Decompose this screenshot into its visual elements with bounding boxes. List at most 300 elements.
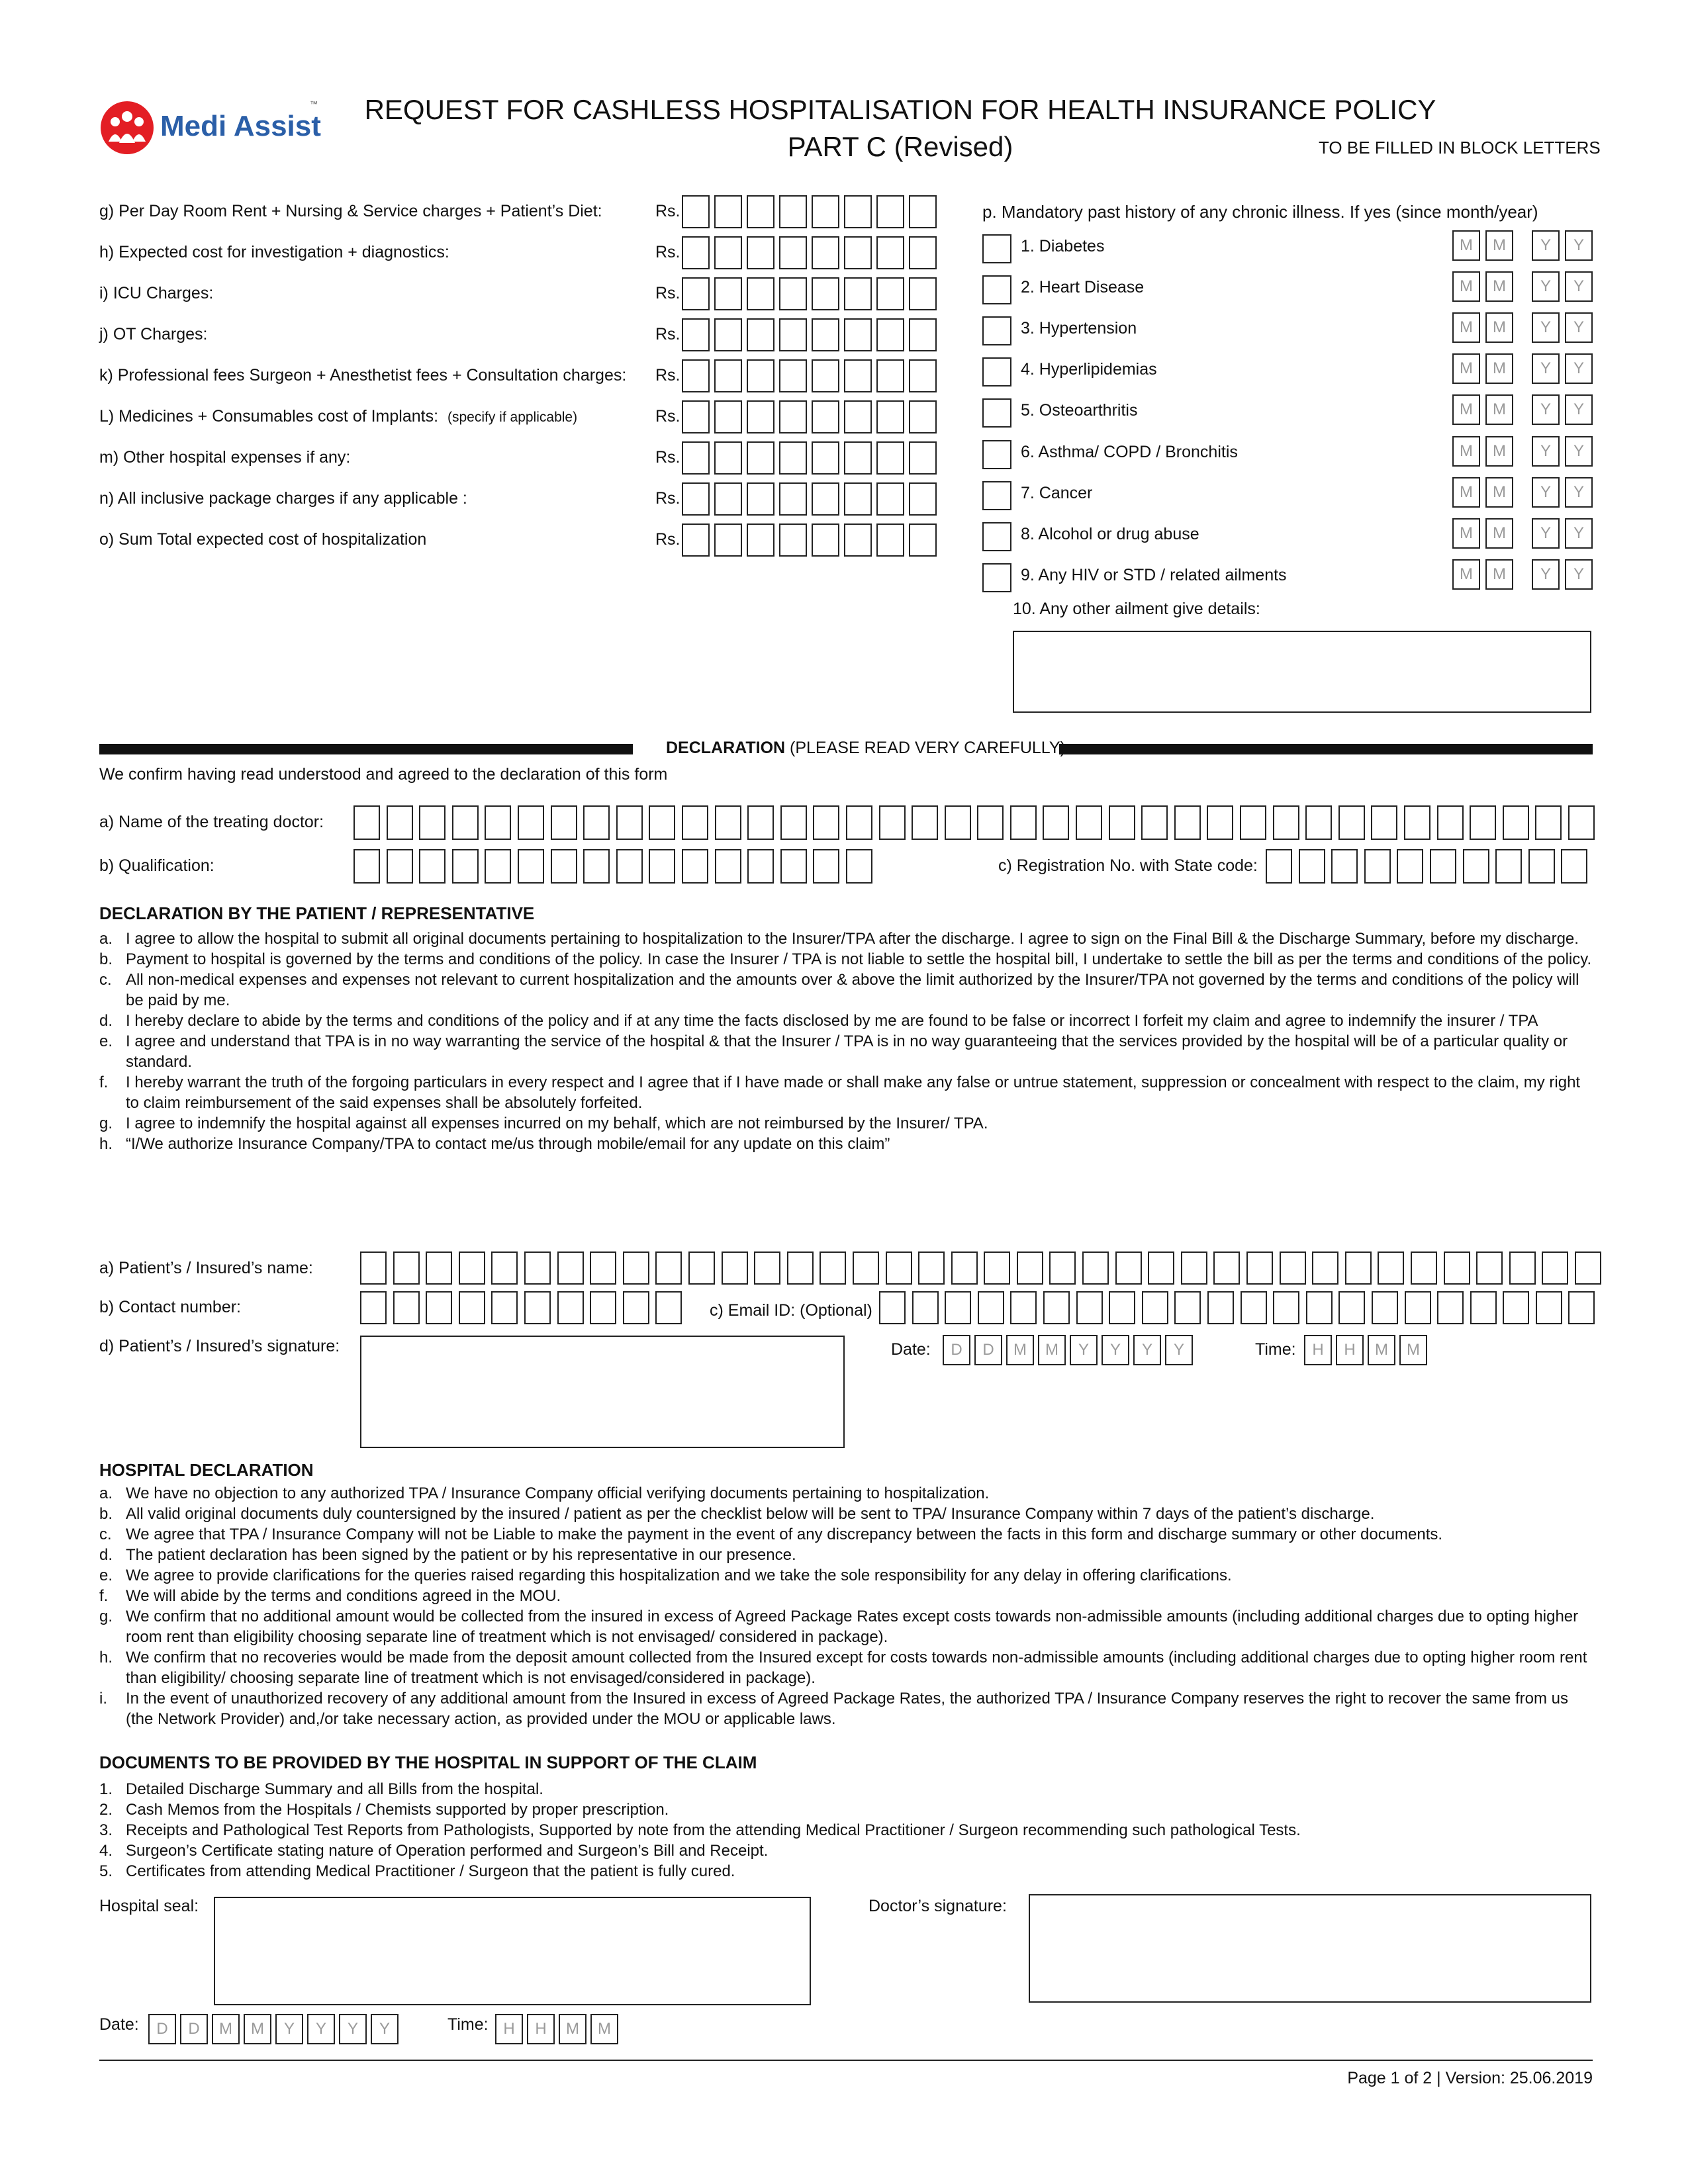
char-box[interactable] [524, 1291, 551, 1324]
char-box[interactable] [715, 849, 741, 884]
digit-box[interactable] [812, 441, 839, 475]
digit-box[interactable] [812, 523, 839, 557]
char-box[interactable] [722, 1251, 748, 1285]
doctor-signature-box[interactable] [1029, 1894, 1591, 2003]
char-box[interactable] [1437, 1291, 1464, 1324]
char-box[interactable] [557, 1291, 584, 1324]
char-box[interactable] [655, 1291, 682, 1324]
date-time-digit-box[interactable]: D [148, 2014, 176, 2044]
digit-box[interactable] [844, 318, 872, 351]
char-box[interactable] [1405, 1291, 1431, 1324]
date-digit-box[interactable]: Y [1565, 559, 1593, 590]
char-box[interactable] [655, 1251, 682, 1285]
char-box[interactable] [491, 1291, 518, 1324]
since-date-input[interactable] [1452, 518, 1593, 549]
char-box[interactable] [485, 805, 511, 840]
date-digit-box[interactable]: M [1452, 353, 1480, 384]
digit-box[interactable] [909, 277, 937, 310]
digit-box[interactable] [714, 482, 742, 516]
date-digit-box[interactable]: Y [1532, 271, 1560, 302]
digit-box[interactable] [844, 277, 872, 310]
char-box[interactable] [452, 805, 479, 840]
digit-box[interactable] [747, 236, 774, 269]
digit-box[interactable] [747, 482, 774, 516]
date-digit-box[interactable]: Y [1565, 230, 1593, 261]
date-digit-box[interactable]: M [1452, 518, 1480, 549]
char-box[interactable] [1371, 805, 1397, 840]
digit-box[interactable] [909, 195, 937, 228]
char-box[interactable] [682, 849, 708, 884]
char-box[interactable] [459, 1291, 485, 1324]
date-digit-box[interactable]: M [1452, 312, 1480, 343]
digit-box[interactable] [779, 400, 807, 433]
patient-name-input[interactable] [360, 1251, 1601, 1285]
date-time-digit-box[interactable]: Y [339, 2014, 367, 2044]
date-digit-box[interactable]: M [1485, 230, 1513, 261]
char-box[interactable] [1542, 1251, 1568, 1285]
date-time-digit-box[interactable]: M [1006, 1335, 1034, 1365]
digit-box[interactable] [714, 277, 742, 310]
cost-amount-input[interactable] [682, 236, 937, 269]
char-box[interactable] [1299, 849, 1325, 884]
char-box[interactable] [1378, 1251, 1404, 1285]
date-time-digit-box[interactable]: D [180, 2014, 208, 2044]
char-box[interactable] [1312, 1251, 1338, 1285]
char-box[interactable] [1430, 849, 1456, 884]
char-box[interactable] [1503, 1291, 1529, 1324]
digit-box[interactable] [747, 318, 774, 351]
char-box[interactable] [649, 849, 675, 884]
date-time-digit-box[interactable]: Y [1070, 1335, 1098, 1365]
char-box[interactable] [1397, 849, 1423, 884]
char-box[interactable] [780, 849, 807, 884]
date-time-digit-box[interactable]: H [495, 2014, 523, 2044]
char-box[interactable] [1437, 805, 1464, 840]
date-digit-box[interactable]: M [1452, 477, 1480, 508]
char-box[interactable] [1181, 1251, 1207, 1285]
illness-checkbox[interactable] [982, 398, 1011, 428]
hospital-date-input[interactable] [148, 2014, 399, 2044]
digit-box[interactable] [909, 482, 937, 516]
char-box[interactable] [491, 1251, 518, 1285]
date-digit-box[interactable]: M [1485, 559, 1513, 590]
char-box[interactable] [682, 805, 708, 840]
digit-box[interactable] [747, 523, 774, 557]
char-box[interactable] [1372, 1291, 1398, 1324]
char-box[interactable] [879, 805, 906, 840]
char-box[interactable] [747, 805, 774, 840]
char-box[interactable] [1076, 1291, 1103, 1324]
cost-amount-input[interactable] [682, 195, 937, 228]
char-box[interactable] [1266, 849, 1292, 884]
digit-box[interactable] [714, 523, 742, 557]
digit-box[interactable] [812, 236, 839, 269]
char-box[interactable] [353, 805, 380, 840]
date-time-digit-box[interactable]: M [244, 2014, 271, 2044]
char-box[interactable] [419, 849, 445, 884]
char-box[interactable] [1404, 805, 1430, 840]
date-digit-box[interactable]: M [1452, 559, 1480, 590]
char-box[interactable] [1463, 849, 1489, 884]
char-box[interactable] [1528, 849, 1555, 884]
illness-checkbox[interactable] [982, 522, 1011, 551]
digit-box[interactable] [747, 195, 774, 228]
date-time-digit-box[interactable]: M [590, 2014, 618, 2044]
digit-box[interactable] [714, 318, 742, 351]
since-date-input[interactable] [1452, 230, 1593, 261]
char-box[interactable] [1364, 849, 1391, 884]
date-time-digit-box[interactable]: M [1368, 1335, 1395, 1365]
qualification-input[interactable] [353, 849, 872, 884]
digit-box[interactable] [876, 400, 904, 433]
illness-checkbox[interactable] [982, 275, 1011, 304]
date-digit-box[interactable]: M [1485, 518, 1513, 549]
digit-box[interactable] [779, 523, 807, 557]
char-box[interactable] [1043, 805, 1069, 840]
digit-box[interactable] [812, 359, 839, 392]
digit-box[interactable] [779, 236, 807, 269]
digit-box[interactable] [844, 400, 872, 433]
char-box[interactable] [1076, 805, 1102, 840]
digit-box[interactable] [844, 523, 872, 557]
char-box[interactable] [360, 1251, 387, 1285]
date-digit-box[interactable]: Y [1532, 518, 1560, 549]
char-box[interactable] [1043, 1291, 1070, 1324]
digit-box[interactable] [747, 441, 774, 475]
char-box[interactable] [1148, 1251, 1174, 1285]
other-ailment-input[interactable] [1013, 631, 1591, 713]
digit-box[interactable] [876, 318, 904, 351]
digit-box[interactable] [779, 277, 807, 310]
date-time-digit-box[interactable]: M [1399, 1335, 1427, 1365]
char-box[interactable] [853, 1251, 879, 1285]
digit-box[interactable] [844, 195, 872, 228]
char-box[interactable] [747, 849, 774, 884]
char-box[interactable] [1470, 805, 1496, 840]
char-box[interactable] [590, 1251, 616, 1285]
date-digit-box[interactable]: Y [1565, 436, 1593, 467]
date-time-digit-box[interactable]: H [527, 2014, 555, 2044]
date-time-digit-box[interactable]: Y [371, 2014, 399, 2044]
illness-checkbox[interactable] [982, 440, 1011, 469]
digit-box[interactable] [682, 359, 710, 392]
char-box[interactable] [623, 1291, 649, 1324]
date-time-digit-box[interactable]: H [1336, 1335, 1364, 1365]
digit-box[interactable] [812, 195, 839, 228]
char-box[interactable] [583, 805, 610, 840]
cost-amount-input[interactable] [682, 359, 937, 392]
illness-checkbox[interactable] [982, 563, 1011, 592]
char-box[interactable] [813, 805, 839, 840]
digit-box[interactable] [844, 359, 872, 392]
char-box[interactable] [518, 805, 544, 840]
digit-box[interactable] [682, 195, 710, 228]
date-time-digit-box[interactable]: D [974, 1335, 1002, 1365]
digit-box[interactable] [844, 441, 872, 475]
char-box[interactable] [1306, 1291, 1333, 1324]
char-box[interactable] [1561, 849, 1587, 884]
date-time-digit-box[interactable]: H [1304, 1335, 1332, 1365]
char-box[interactable] [846, 849, 872, 884]
patient-date-input[interactable] [943, 1335, 1193, 1365]
digit-box[interactable] [876, 482, 904, 516]
char-box[interactable] [1503, 805, 1529, 840]
char-box[interactable] [1568, 805, 1595, 840]
char-box[interactable] [1017, 1251, 1043, 1285]
char-box[interactable] [1338, 1291, 1365, 1324]
char-box[interactable] [1273, 1291, 1299, 1324]
date-time-digit-box[interactable]: M [1038, 1335, 1066, 1365]
digit-box[interactable] [747, 277, 774, 310]
char-box[interactable] [393, 1291, 420, 1324]
char-box[interactable] [1411, 1251, 1437, 1285]
date-digit-box[interactable]: Y [1565, 271, 1593, 302]
digit-box[interactable] [714, 400, 742, 433]
digit-box[interactable] [812, 277, 839, 310]
date-time-digit-box[interactable]: Y [275, 2014, 303, 2044]
digit-box[interactable] [876, 277, 904, 310]
char-box[interactable] [1207, 805, 1233, 840]
date-digit-box[interactable]: Y [1532, 312, 1560, 343]
digit-box[interactable] [714, 236, 742, 269]
date-digit-box[interactable]: M [1452, 271, 1480, 302]
char-box[interactable] [1142, 1291, 1168, 1324]
char-box[interactable] [945, 1291, 971, 1324]
since-date-input[interactable] [1452, 477, 1593, 508]
char-box[interactable] [1207, 1291, 1234, 1324]
date-time-digit-box[interactable]: Y [1165, 1335, 1193, 1365]
date-digit-box[interactable]: M [1485, 477, 1513, 508]
cost-amount-input[interactable] [682, 482, 937, 516]
char-box[interactable] [452, 849, 479, 884]
char-box[interactable] [1141, 805, 1168, 840]
digit-box[interactable] [909, 441, 937, 475]
char-box[interactable] [754, 1251, 780, 1285]
registration-input[interactable] [1266, 849, 1587, 884]
date-digit-box[interactable]: Y [1565, 477, 1593, 508]
digit-box[interactable] [876, 359, 904, 392]
char-box[interactable] [551, 849, 577, 884]
char-box[interactable] [846, 805, 872, 840]
char-box[interactable] [978, 1291, 1004, 1324]
char-box[interactable] [787, 1251, 814, 1285]
digit-box[interactable] [844, 236, 872, 269]
char-box[interactable] [426, 1291, 452, 1324]
char-box[interactable] [715, 805, 741, 840]
char-box[interactable] [1536, 1291, 1562, 1324]
date-time-digit-box[interactable]: Y [1133, 1335, 1161, 1365]
date-digit-box[interactable]: M [1452, 230, 1480, 261]
char-box[interactable] [353, 849, 380, 884]
char-box[interactable] [1535, 805, 1562, 840]
char-box[interactable] [1575, 1251, 1601, 1285]
digit-box[interactable] [682, 318, 710, 351]
date-time-digit-box[interactable]: M [212, 2014, 240, 2044]
char-box[interactable] [1174, 805, 1201, 840]
char-box[interactable] [1010, 1291, 1037, 1324]
char-box[interactable] [360, 1291, 387, 1324]
since-date-input[interactable] [1452, 271, 1593, 302]
since-date-input[interactable] [1452, 312, 1593, 343]
char-box[interactable] [1331, 849, 1358, 884]
char-box[interactable] [1246, 1251, 1273, 1285]
digit-box[interactable] [747, 359, 774, 392]
char-box[interactable] [1049, 1251, 1076, 1285]
digit-box[interactable] [909, 318, 937, 351]
digit-box[interactable] [909, 523, 937, 557]
char-box[interactable] [1115, 1251, 1142, 1285]
illness-checkbox[interactable] [982, 481, 1011, 510]
char-box[interactable] [590, 1291, 616, 1324]
char-box[interactable] [649, 805, 675, 840]
date-digit-box[interactable]: M [1485, 394, 1513, 425]
date-digit-box[interactable]: Y [1565, 353, 1593, 384]
char-box[interactable] [977, 805, 1004, 840]
digit-box[interactable] [682, 482, 710, 516]
char-box[interactable] [688, 1251, 715, 1285]
hospital-time-input[interactable] [495, 2014, 618, 2044]
digit-box[interactable] [812, 318, 839, 351]
date-digit-box[interactable]: M [1485, 353, 1513, 384]
char-box[interactable] [616, 805, 643, 840]
digit-box[interactable] [779, 482, 807, 516]
char-box[interactable] [1273, 805, 1299, 840]
digit-box[interactable] [779, 441, 807, 475]
date-digit-box[interactable]: M [1452, 394, 1480, 425]
char-box[interactable] [393, 1251, 420, 1285]
cost-amount-input[interactable] [682, 400, 937, 433]
since-date-input[interactable] [1452, 436, 1593, 467]
char-box[interactable] [485, 849, 511, 884]
char-box[interactable] [1345, 1251, 1372, 1285]
date-digit-box[interactable]: M [1452, 436, 1480, 467]
date-time-digit-box[interactable]: D [943, 1335, 970, 1365]
char-box[interactable] [1082, 1251, 1109, 1285]
char-box[interactable] [1240, 805, 1266, 840]
digit-box[interactable] [779, 318, 807, 351]
date-digit-box[interactable]: Y [1565, 312, 1593, 343]
digit-box[interactable] [714, 359, 742, 392]
digit-box[interactable] [714, 441, 742, 475]
digit-box[interactable] [909, 236, 937, 269]
email-input[interactable] [879, 1291, 1595, 1324]
patient-signature-box[interactable] [360, 1336, 845, 1448]
digit-box[interactable] [909, 400, 937, 433]
digit-box[interactable] [714, 195, 742, 228]
char-box[interactable] [1495, 849, 1522, 884]
cost-amount-input[interactable] [682, 318, 937, 351]
digit-box[interactable] [682, 236, 710, 269]
digit-box[interactable] [779, 195, 807, 228]
digit-box[interactable] [812, 400, 839, 433]
illness-checkbox[interactable] [982, 357, 1011, 387]
char-box[interactable] [879, 1291, 906, 1324]
char-box[interactable] [387, 849, 413, 884]
char-box[interactable] [1338, 805, 1365, 840]
char-box[interactable] [459, 1251, 485, 1285]
char-box[interactable] [1174, 1291, 1201, 1324]
contact-number-input[interactable] [360, 1291, 682, 1324]
char-box[interactable] [1305, 805, 1332, 840]
char-box[interactable] [518, 849, 544, 884]
digit-box[interactable] [876, 195, 904, 228]
hospital-seal-box[interactable] [214, 1897, 811, 2005]
char-box[interactable] [886, 1251, 912, 1285]
char-box[interactable] [813, 849, 839, 884]
illness-checkbox[interactable] [982, 316, 1011, 345]
illness-checkbox[interactable] [982, 234, 1011, 263]
char-box[interactable] [951, 1251, 978, 1285]
cost-amount-input[interactable] [682, 523, 937, 557]
date-time-digit-box[interactable]: Y [1102, 1335, 1129, 1365]
char-box[interactable] [820, 1251, 846, 1285]
date-digit-box[interactable]: Y [1532, 230, 1560, 261]
cost-amount-input[interactable] [682, 277, 937, 310]
date-digit-box[interactable]: Y [1532, 477, 1560, 508]
since-date-input[interactable] [1452, 559, 1593, 590]
digit-box[interactable] [909, 359, 937, 392]
char-box[interactable] [524, 1251, 551, 1285]
date-digit-box[interactable]: M [1485, 312, 1513, 343]
char-box[interactable] [1280, 1251, 1306, 1285]
digit-box[interactable] [876, 441, 904, 475]
char-box[interactable] [945, 805, 971, 840]
date-digit-box[interactable]: Y [1532, 353, 1560, 384]
char-box[interactable] [912, 1291, 939, 1324]
char-box[interactable] [557, 1251, 584, 1285]
char-box[interactable] [918, 1251, 945, 1285]
char-box[interactable] [616, 849, 643, 884]
patient-time-input[interactable] [1304, 1335, 1427, 1365]
char-box[interactable] [583, 849, 610, 884]
date-digit-box[interactable]: Y [1532, 559, 1560, 590]
digit-box[interactable] [682, 400, 710, 433]
digit-box[interactable] [682, 277, 710, 310]
date-digit-box[interactable]: M [1485, 271, 1513, 302]
digit-box[interactable] [747, 400, 774, 433]
since-date-input[interactable] [1452, 394, 1593, 425]
digit-box[interactable] [682, 523, 710, 557]
char-box[interactable] [1568, 1291, 1595, 1324]
char-box[interactable] [1241, 1291, 1267, 1324]
char-box[interactable] [984, 1251, 1010, 1285]
char-box[interactable] [1509, 1251, 1536, 1285]
char-box[interactable] [1444, 1251, 1470, 1285]
digit-box[interactable] [682, 441, 710, 475]
char-box[interactable] [1109, 805, 1135, 840]
char-box[interactable] [912, 805, 938, 840]
char-box[interactable] [623, 1251, 649, 1285]
char-box[interactable] [780, 805, 807, 840]
char-box[interactable] [1010, 805, 1037, 840]
doctor-name-input[interactable] [353, 805, 1595, 840]
char-box[interactable] [387, 805, 413, 840]
char-box[interactable] [419, 805, 445, 840]
date-time-digit-box[interactable]: Y [307, 2014, 335, 2044]
char-box[interactable] [426, 1251, 452, 1285]
digit-box[interactable] [876, 523, 904, 557]
digit-box[interactable] [844, 482, 872, 516]
date-time-digit-box[interactable]: M [559, 2014, 586, 2044]
digit-box[interactable] [812, 482, 839, 516]
char-box[interactable] [551, 805, 577, 840]
char-box[interactable] [1476, 1251, 1503, 1285]
date-digit-box[interactable]: Y [1565, 518, 1593, 549]
cost-amount-input[interactable] [682, 441, 937, 475]
digit-box[interactable] [779, 359, 807, 392]
date-digit-box[interactable]: Y [1565, 394, 1593, 425]
date-digit-box[interactable]: M [1485, 436, 1513, 467]
